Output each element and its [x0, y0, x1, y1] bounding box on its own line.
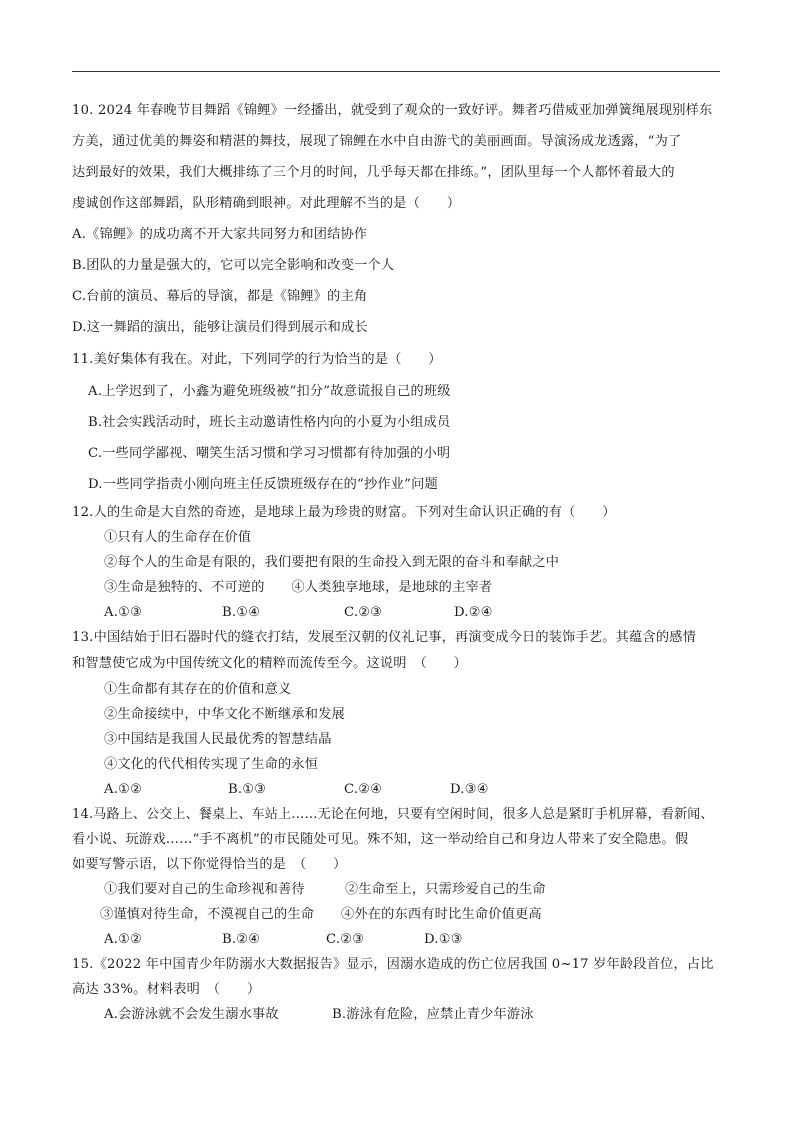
q12-option-d: D.②④: [454, 605, 493, 620]
q10-stem-line-4: 虔诚创作这部舞蹈，队形精确到眼神。对此理解不当的是（ ）: [72, 196, 461, 211]
q14-stem-line-3: 如要写警示语，以下你觉得恰当的是 （ ）: [72, 857, 347, 872]
q12-statement-3-4: ③生命是独特的、不可逆的 ④人类独享地球，是地球的主宰者: [104, 580, 493, 595]
q13-statement-3: ③中国结是我国人民最优秀的智慧结晶: [104, 732, 332, 747]
q14-option-d: D.①③: [424, 932, 463, 947]
q13-option-d: D.③④: [450, 782, 489, 797]
q11-option-d: D.一些同学指责小刚向班主任反馈班级存在的“抄作业”问题: [88, 477, 438, 492]
q10-stem-line-1: 10. 2024 年春晚节目舞蹈《锦鲤》一经播出，就受到了观众的一致好评。舞者巧借威亚加弹簧绳展现别样东: [72, 103, 713, 118]
q12-option-a: A.①③: [104, 605, 143, 620]
q14-options: [104, 930, 463, 950]
q13-options: [104, 780, 489, 800]
q10-option-b: B.团队的力量是强大的，它可以完全影响和改变一个人: [72, 258, 395, 273]
q13-statement-2: ②生命接续中，中华文化不断继承和发展: [104, 707, 345, 722]
q13-stem-line-1: 13.中国结始于旧石器时代的缝衣打结，发展至汉朝的仪礼记事，再演变成今日的装饰手艺。其蕴含的感情: [72, 630, 697, 645]
q12-option-c: C.②③: [344, 605, 383, 620]
q12-stem: 12.人的生命是大自然的奇迹，是地球上最为珍贵的财富。下列对生命认识正确的有（ ）: [72, 505, 616, 520]
q10-stem-line-2: 方美，通过优美的舞姿和精湛的舞技，展现了锦鲤在水中自由游弋的美丽画面。导演汤成龙透露，“为了: [72, 134, 682, 149]
q15-stem-line-1: 15.《2022 年中国青少年防溺水大数据报告》显示，因溺水造成的伤亡位居我国 0~17 岁年龄段首位，占比: [72, 957, 714, 972]
q14-stem-line-1: 14.马路上、公交上、餐桌上、车站上……无论在何地，只要有空闲时间，很多人总是紧盯手机屏幕，看新闻、: [72, 807, 714, 822]
q10-stem-line-3: 达到最好的效果，我们大概排练了三个月的时间，几乎每天都在排练。”，团队里每一个人都怀着最大的: [72, 165, 675, 180]
q13-statement-1: ①生命都有其存在的价值和意义: [104, 682, 292, 697]
q10-option-c: C.台前的演员、幕后的导演，都是《锦鲤》的主角: [72, 289, 368, 304]
q13-option-b: B.①③: [228, 782, 267, 797]
q15-stem-line-2: 高达 33%。材料表明 （ ）: [72, 982, 261, 997]
q15-option-a: A.会游泳就不会发生溺水事故: [104, 1007, 279, 1022]
q11-option-c: C.一些同学鄙视、嘲笑生活习惯和学习习惯都有待加强的小明: [88, 446, 451, 461]
q14-statement-1-2: ①我们要对自己的生命珍视和善待 ②生命至上，只需珍爱自己的生命: [104, 882, 546, 897]
q15-options: [104, 1005, 534, 1025]
q10-option-d: D.这一舞蹈的演出，能够让演员们得到展示和成长: [72, 320, 368, 335]
q14-option-c: C.②③: [326, 932, 365, 947]
q14-statement-3-4: ③谨慎对待生命，不漠视自己的生命 ④外在的东西有时比生命价值更高: [100, 907, 542, 922]
q14-stem-line-2: 看小说、玩游戏……“手不离机”的市民随处可见。殊不知，这一举动给自己和身边人带来了安全隐患。假: [72, 832, 689, 847]
q11-option-a: A.上学迟到了，小鑫为避免班级被“扣分”故意谎报自己的班级: [88, 384, 451, 399]
header-rule: [72, 71, 720, 72]
q14-option-b: B.②④: [222, 932, 261, 947]
q13-option-c: C.②④: [344, 782, 383, 797]
q15-option-b: B.游泳有危险，应禁止青少年游泳: [332, 1007, 534, 1022]
q12-statement-1: ①只有人的生命存在价值: [104, 530, 252, 545]
q10-option-a: A.《锦鲤》的成功离不开大家共同努力和团结协作: [72, 227, 368, 242]
q11-option-b: B.社会实践活动时，班长主动邀请性格内向的小夏为小组成员: [88, 415, 451, 430]
q12-statement-2: ②每个人的生命是有限的，我们要把有限的生命投入到无限的奋斗和奉献之中: [104, 555, 560, 570]
q11-stem: 11.美好集体有我在。对此，下列同学的行为恰当的是（ ）: [72, 352, 442, 367]
q14-option-a: A.①②: [104, 932, 143, 947]
q13-statement-4: ④文化的代代相传实现了生命的永恒: [104, 757, 319, 772]
q12-options: [104, 603, 493, 623]
q13-stem-line-2: 和智慧使它成为中国传统文化的精粹而流传至今。这说明 （ ）: [72, 656, 468, 671]
q12-option-b: B.①④: [222, 605, 261, 620]
q13-option-a: A.①②: [104, 782, 143, 797]
